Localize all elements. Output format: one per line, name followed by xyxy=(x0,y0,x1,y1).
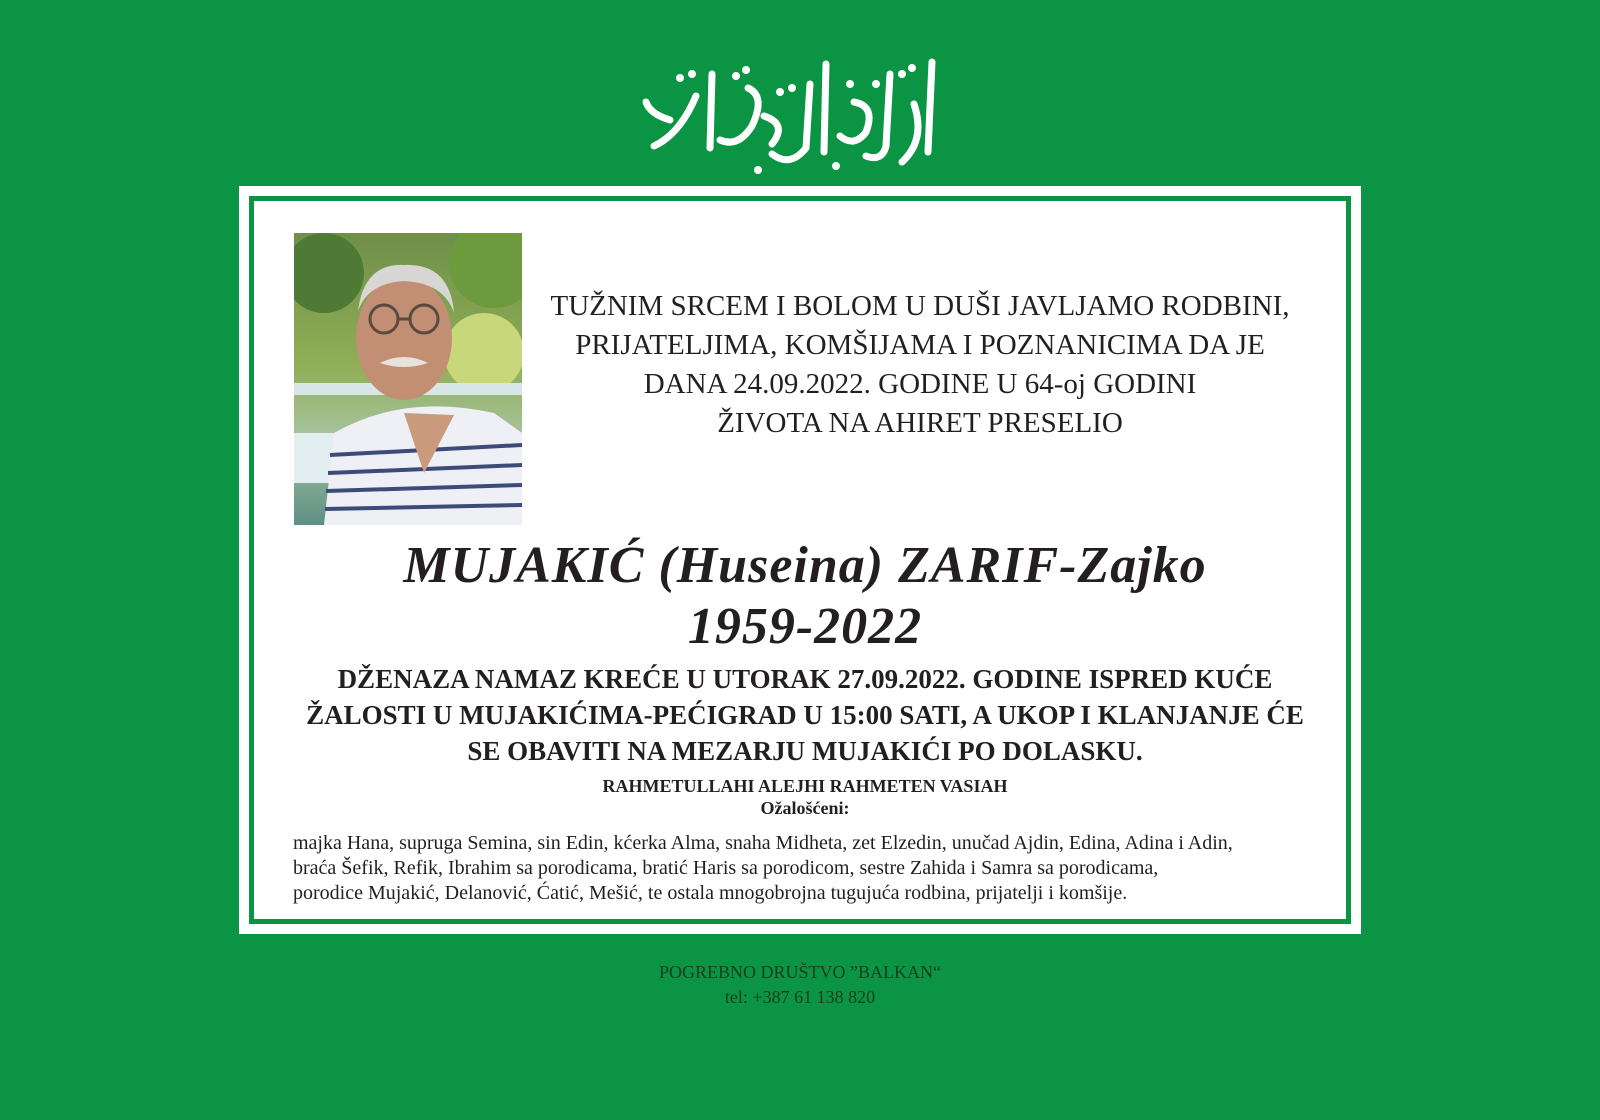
funeral-line: ŽALOSTI U MUJAKIĆIMA-PEĆIGRAD U 15:00 SATI, A UKOP I KLANJANJE ĆE xyxy=(306,700,1304,730)
funeral-details xyxy=(274,661,1336,769)
portrait-photo xyxy=(294,233,522,525)
announcement-line: PRIJATELJIMA, KOMŠIJAMA I POZNANICIMA DA JE xyxy=(575,329,1265,361)
deceased-name: MUJAKIĆ (Huseina) ZARIF-Zajko xyxy=(403,537,1207,594)
arabic-calligraphy-emblem xyxy=(640,44,960,184)
notice-card xyxy=(239,186,1361,934)
funeral-home-phone: tel: +387 61 138 820 xyxy=(724,987,876,1007)
funeral-home-info xyxy=(0,960,1600,1010)
announcement-line: ŽIVOTA NA AHIRET PRESELIO xyxy=(717,407,1123,439)
mourners-line: majka Hana, supruga Semina, sin Edin, kćerka Alma, snaha Midheta, zet Elzedin, unučad Ajdin, Edina, Adina i Adin, xyxy=(293,832,1233,854)
mourners-list xyxy=(293,831,1333,906)
prayer-text: RAHMETULLAHI ALEJHI RAHMETEN VASIAH xyxy=(602,776,1008,796)
funeral-line: SE OBAVITI NA MEZARJU MUJAKIĆI PO DOLASKU. xyxy=(467,736,1143,766)
funeral-home-name: POGREBNO DRUŠTVO ”BALKAN“ xyxy=(659,962,941,982)
funeral-line: DŽENAZA NAMAZ KREĆE U UTORAK 27.09.2022. GODINE ISPRED KUĆE xyxy=(337,664,1273,694)
mourners-label: Ožalošćeni: xyxy=(760,798,850,818)
announcement-line: DANA 24.09.2022. GODINE U 64-oj GODINI xyxy=(643,368,1197,400)
mourners-line: braća Šefik, Refik, Ibrahim sa porodicama, bratić Haris sa porodicom, sestre Zahida i Samra sa porodicama, xyxy=(293,857,1159,879)
life-years: 1959-2022 xyxy=(687,598,923,655)
green-border-frame xyxy=(249,196,1351,924)
announcement-line: TUŽNIM SRCEM I BOLOM U DUŠI JAVLJAMO RODBINI, xyxy=(550,290,1290,322)
announcement-text xyxy=(518,287,1322,443)
mourners-line: porodice Mujakić, Delanović, Ćatić, Mešić, te ostala mnogobrojna tugujuća rodbina, prijatelji i komšije. xyxy=(293,882,1128,904)
